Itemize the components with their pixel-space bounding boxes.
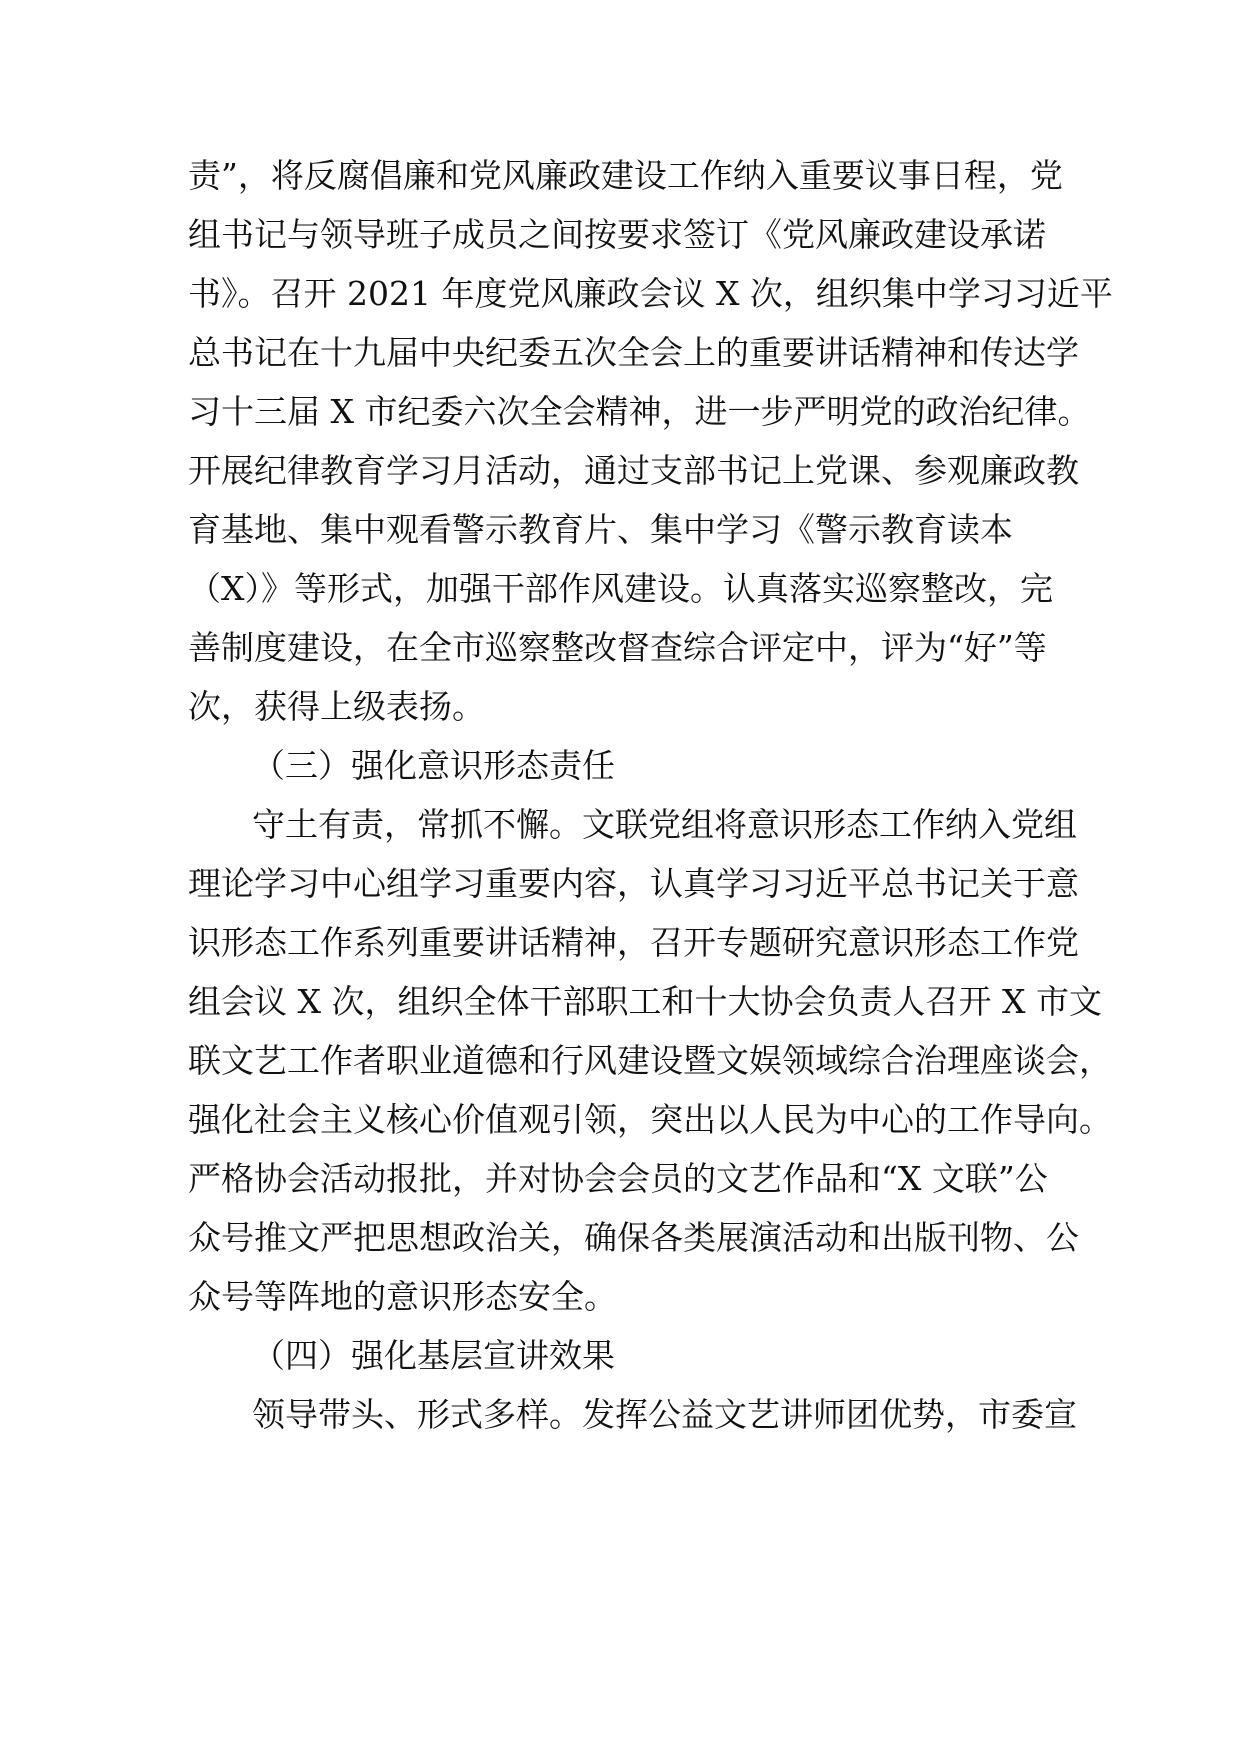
body-text-line: 强化社会主义核心价值观引领，突出以人民为中心的工作导向。 xyxy=(188,1100,1112,1139)
body-text-line: 识形态工作系列重要讲话精神，召开专题研究意识形态工作党 xyxy=(188,923,1079,962)
body-text-line: 书》。召开 2021 年度党风廉政会议 X 次，组织集中学习习近平 xyxy=(188,274,1113,313)
body-text-line: 组会议 X 次，组织全体干部职工和十大协会负责人召开 X 市文 xyxy=(188,982,1102,1021)
body-text-line: 次，获得上级表扬。 xyxy=(188,687,485,726)
body-text-line: 责”，将反腐倡廉和党风廉政建设工作纳入重要议事日程，党 xyxy=(188,156,1063,195)
body-text-line: 组书记与领导班子成员之间按要求签订《党风廉政建设承诺 xyxy=(188,215,1046,254)
body-text-line: 善制度建设，在全市巡察整改督查综合评定中，评为“好”等 xyxy=(188,628,1047,667)
section-heading: （四）强化基层宣讲效果 xyxy=(252,1336,615,1375)
body-text-line: 众号推文严把思想政治关，确保各类展演活动和出版刊物、公 xyxy=(188,1218,1079,1257)
body-text-line: 严格协会活动报批，并对协会会员的文艺作品和“X 文联”公 xyxy=(188,1159,1048,1198)
body-text-line: 育基地、集中观看警示教育片、集中学习《警示教育读本 xyxy=(188,510,1013,549)
section-heading: （三）强化意识形态责任 xyxy=(252,746,615,785)
paragraph-first-line: 守土有责，常抓不懈。文联党组将意识形态工作纳入党组 xyxy=(252,805,1077,844)
body-text-line: 理论学习中心组学习重要内容，认真学习习近平总书记关于意 xyxy=(188,864,1079,903)
body-text-line: 开展纪律教育学习月活动，通过支部书记上党课、参观廉政教 xyxy=(188,451,1079,490)
paragraph-first-line: 领导带头、形式多样。发挥公益文艺讲师团优势，市委宣 xyxy=(252,1395,1077,1434)
body-text-line: 总书记在十九届中央纪委五次全会上的重要讲话精神和传达学 xyxy=(188,333,1079,372)
body-text-line: 联文艺工作者职业道德和行风建设暨文娱领域综合治理座谈会， xyxy=(188,1041,1112,1080)
body-text-line: 众号等阵地的意识形态安全。 xyxy=(188,1277,617,1316)
body-text-line: 习十三届 X 市纪委六次全会精神，进一步严明党的政治纪律。 xyxy=(188,392,1091,431)
body-text-line: （X）》等形式，加强干部作风建设。认真落实巡察整改，完 xyxy=(188,569,1053,608)
